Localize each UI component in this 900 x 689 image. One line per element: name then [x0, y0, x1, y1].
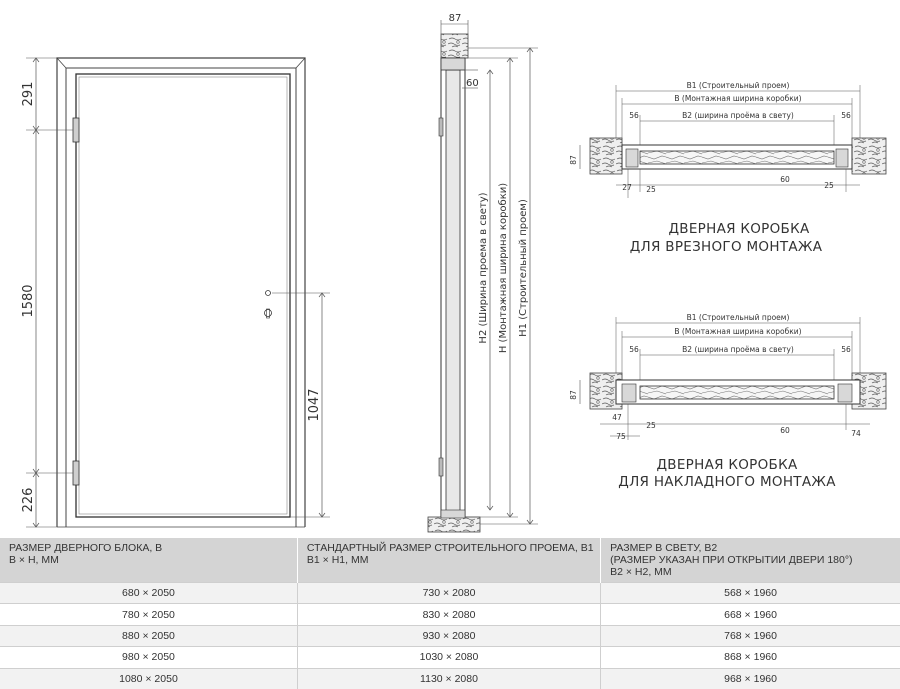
cell-opening: 930 × 2080	[297, 625, 600, 646]
table-row	[0, 647, 900, 668]
cell-clear: 768 × 1960	[601, 625, 900, 646]
label-b: B (Монтажная ширина коробки)	[674, 94, 802, 103]
table-row	[0, 604, 900, 625]
dim-25-right: 25	[824, 181, 834, 190]
dim-profile-width: 87	[448, 13, 462, 24]
dim-74: 74	[851, 429, 861, 438]
dim-depth-87-overlay: 87	[569, 390, 578, 400]
caption-overlay-line1: ДВЕРНАЯ КОРОБКА	[656, 457, 798, 473]
header-clear-size: РАЗМЕР В СВЕТУ, B2 (РАЗМЕР УКАЗАН ПРИ ОТКРЫТИИ ДВЕРИ 180°) B2 × H2, ММ	[601, 538, 900, 583]
dim-60-overlay: 60	[780, 426, 790, 435]
size-table	[0, 538, 900, 689]
dim-bottom-segment: 226	[21, 487, 36, 513]
dim-75: 75	[616, 432, 626, 441]
cell-clear: 568 × 1960	[601, 583, 900, 604]
label-b2: B2 (ширина проёма в свету)	[682, 111, 794, 120]
cell-opening: 730 × 2080	[297, 583, 600, 604]
wall-bottom	[428, 517, 480, 532]
dim-handle-height: 1047	[307, 388, 322, 422]
caption-mortise-line2: ДЛЯ ВРЕЗНОГО МОНТАЖА	[629, 239, 823, 255]
cell-clear: 868 × 1960	[601, 647, 900, 668]
cell-block: 780 × 2050	[0, 604, 297, 625]
detail-mortise-mount	[569, 81, 886, 255]
dim-56-left: 56	[629, 111, 639, 120]
cell-clear: 668 × 1960	[601, 604, 900, 625]
dim-25: 25	[646, 185, 656, 194]
table-row	[0, 625, 900, 646]
caption-mortise-line1: ДВЕРНАЯ КОРОБКА	[668, 221, 810, 237]
cell-opening: 1030 × 2080	[297, 647, 600, 668]
cell-block: 880 × 2050	[0, 625, 297, 646]
leaf-section-overlay	[640, 386, 834, 399]
header-block-size: РАЗМЕР ДВЕРНОГО БЛОКА, B B × H, ММ	[0, 538, 297, 583]
wall-top	[441, 34, 468, 58]
front-door-view	[21, 58, 330, 527]
dim-56-right: 56	[841, 111, 851, 120]
table-header-row	[0, 538, 900, 583]
label-b1: B1 (Строительный проем)	[686, 81, 790, 90]
dim-top-segment: 291	[21, 81, 36, 107]
cell-block: 1080 × 2050	[0, 668, 297, 689]
hinge-top	[73, 118, 79, 142]
caption-overlay-line2: ДЛЯ НАКЛАДНОГО МОНТАЖА	[618, 474, 836, 490]
table-row	[0, 583, 900, 604]
dim-depth-87: 87	[569, 155, 578, 165]
vertical-section-view	[428, 13, 538, 532]
dim-25-overlay: 25	[646, 421, 656, 430]
label-b-overlay: B (Монтажная ширина коробки)	[674, 327, 802, 336]
dim-main-height: 1580	[21, 284, 36, 318]
cell-block: 980 × 2050	[0, 647, 297, 668]
detail-overlay-mount	[569, 313, 886, 490]
hinge-bottom	[73, 461, 79, 485]
label-b1-overlay: B1 (Строительный проем)	[686, 313, 790, 322]
cell-block: 680 × 2050	[0, 583, 297, 604]
dim-60: 60	[780, 175, 790, 184]
label-b2-overlay: B2 (ширина проёма в свету)	[682, 345, 794, 354]
label-h2: H2 (Ширина проема в свету)	[478, 192, 489, 344]
dim-56-left-overlay: 56	[629, 345, 639, 354]
label-h1: H1 (Строительный проем)	[518, 199, 529, 337]
leaf-section-mortise	[640, 151, 834, 164]
cell-opening: 830 × 2080	[297, 604, 600, 625]
dim-47: 47	[612, 413, 622, 422]
dim-56-right-overlay: 56	[841, 345, 851, 354]
dim-frame-offset: 60	[466, 78, 479, 89]
cell-clear: 968 × 1960	[601, 668, 900, 689]
door-leaf	[76, 74, 290, 517]
header-opening-size: СТАНДАРТНЫЙ РАЗМЕР СТРОИТЕЛЬНОГО ПРОЕМА, B1 B1 × H1, ММ	[297, 538, 600, 583]
cell-opening: 1130 × 2080	[297, 668, 600, 689]
dim-27: 27	[622, 183, 632, 192]
label-h: H (Монтажная ширина коробки)	[498, 182, 509, 354]
door-leaf-section	[446, 70, 460, 517]
